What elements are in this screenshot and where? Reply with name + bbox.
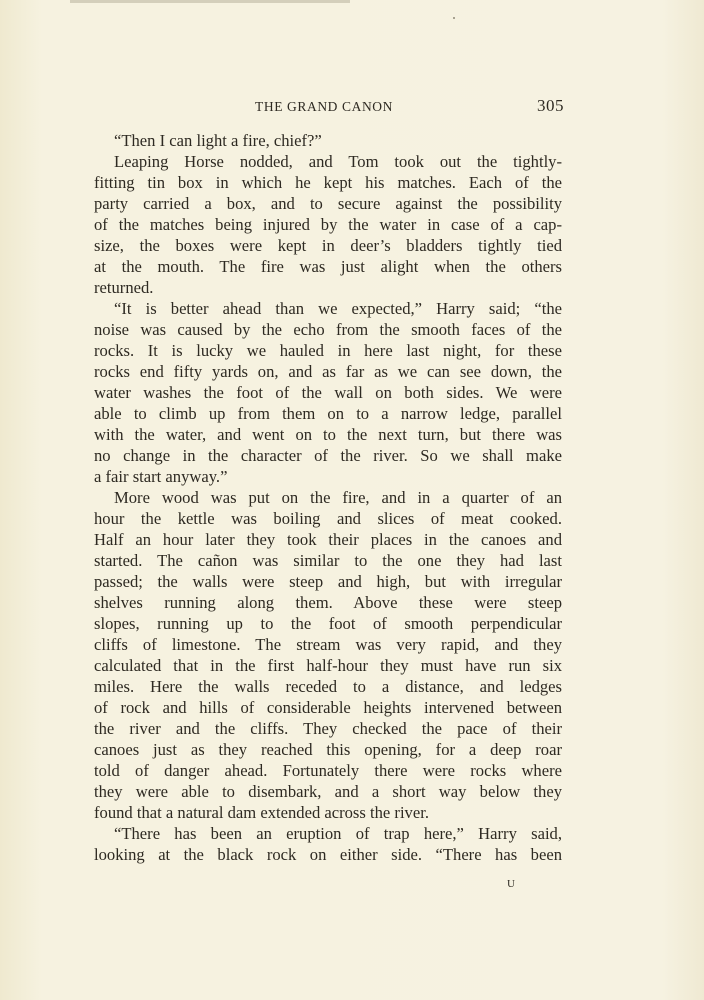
- text-line: shelves running along them. Above these were steep: [94, 593, 562, 612]
- text-line: fitting tin box in which he kept his matches. Each of the: [94, 173, 562, 192]
- text-line: with the water, and went on to the next turn, but there was: [94, 425, 562, 444]
- text-line: “There has been an eruption of trap here,” Harry said,: [114, 824, 562, 843]
- text-line: started. The cañon was similar to the one they had last: [94, 551, 562, 570]
- text-line: the river and the cliffs. They checked the pace of their: [94, 719, 562, 738]
- text-line: no change in the character of the river. So we shall make: [94, 446, 562, 465]
- text-line: rocks. It is lucky we hauled in here last night, for these: [94, 341, 562, 360]
- text-line: canoes just as they reached this opening, for a deep roar: [94, 740, 562, 759]
- text-line: returned.: [94, 278, 154, 297]
- body-text: [94, 130, 562, 865]
- text-line: rocks end fifty yards on, and as far as we can see down, the: [94, 362, 562, 381]
- text-line: hour the kettle was boiling and slices of meat cooked.: [94, 509, 562, 528]
- text-line: they were able to disembark, and a short way below they: [94, 782, 562, 801]
- text-line: calculated that in the first half-hour they must have run six: [94, 656, 562, 675]
- signature-mark: U: [507, 878, 516, 890]
- text-line: miles. Here the walls receded to a distance, and ledges: [94, 677, 562, 696]
- text-line: “It is better ahead than we expected,” Harry said; “the: [114, 299, 562, 318]
- scan-edge-rule: [70, 0, 350, 3]
- running-head: [94, 96, 564, 120]
- text-line: Leaping Horse nodded, and Tom took out the tightly-: [114, 152, 562, 171]
- text-line: More wood was put on the fire, and in a quarter of an: [114, 488, 562, 507]
- text-line: noise was caused by the echo from the smooth faces of the: [94, 320, 562, 339]
- text-line: able to climb up from them on to a narrow ledge, parallel: [94, 404, 562, 423]
- running-head-title: THE GRAND CANON: [255, 99, 393, 114]
- text-line: cliffs of limestone. The stream was very rapid, and they: [94, 635, 562, 654]
- text-line: at the mouth. The fire was just alight when the others: [94, 257, 562, 276]
- text-line: looking at the black rock on either side. “There has been: [94, 845, 562, 864]
- text-line: size, the boxes were kept in deer’s bladders tightly tied: [94, 236, 562, 255]
- page-number: 305: [537, 96, 564, 115]
- text-line: of the matches being injured by the water in case of a cap-: [94, 215, 562, 234]
- text-line: “Then I can light a fire, chief?”: [114, 131, 322, 150]
- text-line: found that a natural dam extended across the river.: [94, 803, 429, 822]
- text-line: told of danger ahead. Fortunately there were rocks where: [94, 761, 562, 780]
- text-line: of rock and hills of considerable heights intervened between: [94, 698, 562, 717]
- text-line: passed; the walls were steep and high, but with irregular: [94, 572, 562, 591]
- paper-speck: [453, 17, 455, 19]
- text-line: Half an hour later they took their places in the canoes and: [94, 530, 562, 549]
- text-line: slopes, running up to the foot of smooth perpendicular: [94, 614, 562, 633]
- text-line: a fair start anyway.”: [94, 467, 228, 486]
- text-line: party carried a box, and to secure against the possibility: [94, 194, 562, 213]
- text-line: water washes the foot of the wall on both sides. We were: [94, 383, 562, 402]
